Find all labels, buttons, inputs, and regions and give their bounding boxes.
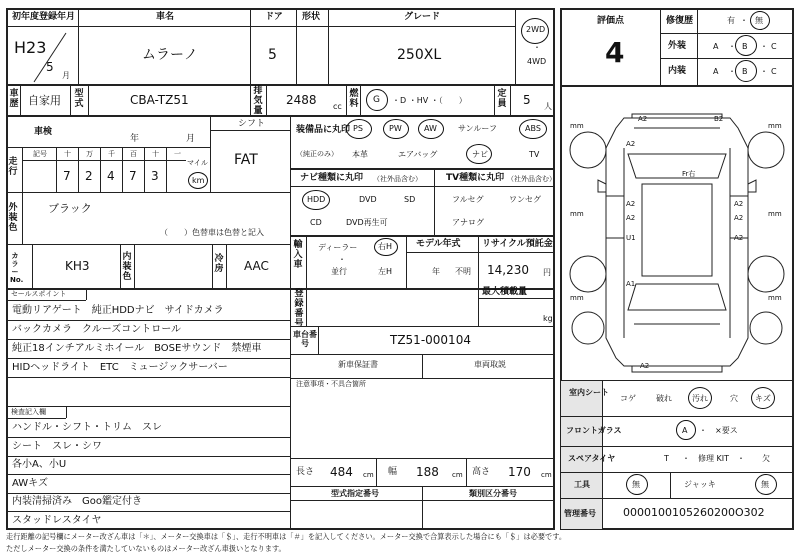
col-divider	[22, 148, 23, 192]
model-year-unknown: 不明	[455, 267, 471, 276]
col-divider	[78, 8, 79, 85]
shift-label: シフト	[238, 119, 266, 129]
navi-hdd: HDD	[307, 195, 326, 204]
chassis-value: TZ51-000104	[390, 333, 471, 347]
col-divider	[515, 8, 516, 85]
interior-dot1: ・	[728, 67, 736, 76]
length-unit: cm	[363, 471, 374, 479]
equip-leather: 本革	[352, 150, 368, 159]
mileage-digit: 7	[129, 169, 137, 183]
row-divider	[406, 252, 555, 253]
sales-point-line: バックカメラ クルーズコントロール	[12, 324, 181, 335]
owner-manual: 車両取説	[474, 360, 506, 369]
digit-divider	[56, 148, 57, 192]
row-divider	[560, 416, 794, 417]
navi-cd: CD	[310, 218, 322, 227]
height-value: 170	[508, 465, 531, 479]
interior-dot2: ・	[760, 67, 768, 76]
import-label: 輸入車	[293, 240, 303, 270]
row-divider	[6, 115, 555, 117]
col-divider	[66, 406, 67, 418]
mm-label: mm	[768, 210, 782, 218]
digit-divider	[78, 148, 79, 192]
import-parallel: 並行	[331, 267, 347, 276]
digit-divider	[122, 148, 123, 192]
equip-pw: PW	[389, 124, 402, 133]
col-divider	[306, 288, 307, 326]
navi-sd: SD	[404, 195, 416, 204]
score-label: 評価点	[597, 16, 625, 26]
color-note: （ ）色替車は色替と記入	[160, 228, 264, 237]
col-divider	[478, 288, 479, 326]
tv-oneseg: ワンセグ	[509, 195, 541, 204]
equipment-label: 装備品に丸印	[296, 125, 351, 135]
digit-header: 千	[108, 150, 115, 158]
import-right: 右H	[378, 242, 393, 251]
col-divider	[376, 458, 377, 486]
model-year-label: モデル年式	[416, 239, 461, 249]
col-divider	[22, 193, 23, 244]
mgmt-number-label: 管理番号	[564, 509, 596, 518]
equipment-sublabel: （純正のみ）	[296, 150, 338, 158]
mileage-digit: 3	[151, 169, 159, 183]
mileage-digit: 7	[63, 169, 71, 183]
row-divider	[560, 472, 794, 473]
model-label: 型式	[74, 89, 84, 109]
digit-divider	[166, 148, 167, 192]
tv-type-sublabel: （社外品含む）	[507, 175, 556, 183]
car-name-label: 車名	[156, 12, 175, 22]
import-dealer: ディーラー	[318, 243, 358, 252]
usage-label: 車歴	[9, 89, 19, 109]
col-divider	[88, 85, 89, 115]
height-label: 高さ	[472, 467, 491, 477]
row-divider	[560, 446, 794, 447]
inspector-line-rule	[6, 474, 290, 475]
interior-label: 内装	[668, 66, 687, 76]
drive-dot: ・	[533, 43, 541, 52]
row-divider	[290, 326, 555, 327]
sales-line-rule	[6, 358, 290, 359]
row-divider	[6, 147, 210, 148]
windshield-a: A	[682, 426, 688, 435]
mileage-digit: 2	[85, 169, 93, 183]
length-label: 長さ	[296, 467, 315, 477]
sales-point-line: 電動リアゲート 純正HDDナビ サイドカメラ	[12, 305, 224, 316]
interior-b: B	[742, 67, 748, 76]
inspector-note-line: 内装清掃済み Goo鑑定付き	[12, 496, 142, 507]
repair-label: 修復歴	[666, 16, 694, 26]
color-code-label: カラーNo.	[10, 252, 24, 284]
inspector-line-rule	[6, 493, 290, 494]
mm-label: mm	[570, 122, 584, 130]
col-divider	[346, 85, 347, 115]
mgmt-number-value: 0000100105260200O302	[623, 506, 765, 519]
inspection-year-unit: 年	[130, 134, 140, 144]
damage-a2: A2	[626, 140, 636, 148]
seat-yogore: 汚れ	[692, 394, 708, 403]
tv-type-label: TV種類に丸印	[446, 173, 505, 183]
km-unit: km	[192, 176, 205, 185]
row-divider	[290, 168, 555, 170]
inspector-note-line: スタッドレスタイヤ	[12, 514, 102, 526]
tv-fullseg: フルセグ	[452, 195, 484, 204]
new-car-warranty: 新車保証書	[338, 360, 378, 369]
shape-label: 形状	[302, 12, 321, 22]
reg-date-label: 初年度登録年月	[12, 12, 76, 22]
displacement-label: 排気量	[253, 86, 263, 116]
col-divider	[70, 85, 71, 115]
col-divider	[318, 326, 319, 354]
reg-month: 5	[46, 60, 54, 74]
exterior-b: B	[742, 42, 748, 51]
row-divider	[6, 244, 290, 245]
max-load-label: 最大積載量	[482, 287, 528, 297]
ac-value: AAC	[244, 259, 269, 273]
inspector-note-line: AWキズ	[12, 477, 48, 489]
sales-line-rule	[6, 320, 290, 321]
inspection-month-unit: 月	[186, 134, 196, 144]
sales-point-line: 純正18インチアルミホイール BOSEサウンド 禁煙車	[12, 343, 262, 354]
import-dot: ・	[338, 255, 346, 264]
recycle-label: リサイクル預託金	[482, 239, 553, 249]
damage-a2: A2	[626, 214, 636, 222]
notes-label: 注意事項・不具合箇所	[296, 380, 366, 388]
digit-header: 百	[130, 150, 137, 158]
tv-analog: アナログ	[452, 218, 484, 227]
color-code-value: KH3	[65, 259, 90, 273]
seat-kizu: キズ	[755, 394, 771, 403]
interior-c: C	[771, 67, 777, 76]
damage-a2: A2	[734, 200, 744, 208]
width-unit: cm	[452, 471, 463, 479]
col-divider	[434, 169, 435, 235]
cc-unit: cc	[333, 102, 342, 111]
exterior-a: A	[713, 42, 719, 51]
recycle-yen: 円	[543, 268, 551, 277]
displacement-value: 2488	[286, 93, 317, 107]
digit-header: 十	[152, 150, 159, 158]
col-divider	[296, 8, 297, 85]
score-value: 4	[605, 36, 625, 69]
sales-line-rule	[6, 377, 290, 378]
model-value: CBA-TZ51	[130, 93, 189, 107]
col-divider	[134, 245, 135, 288]
damage-a2: A2	[626, 200, 636, 208]
row-divider	[6, 418, 66, 419]
exterior-label: 外装	[668, 41, 687, 51]
row-divider	[210, 130, 290, 131]
damage-b2: B2	[714, 115, 724, 123]
digit-divider	[144, 148, 145, 192]
col-divider	[466, 458, 467, 486]
inspector-note-line: 各小A、小U	[12, 459, 67, 470]
category-number-label: 類別区分番号	[469, 489, 517, 498]
navi-dvd-play: DVD再生可	[346, 218, 388, 227]
jack-value: 無	[761, 480, 769, 489]
col-divider	[494, 85, 495, 115]
header-divider	[6, 26, 515, 27]
shift-value: FAT	[234, 152, 258, 168]
import-left: 左H	[378, 267, 393, 276]
row-divider	[478, 298, 555, 299]
navi-dvd: DVD	[359, 195, 377, 204]
length-value: 484	[330, 465, 353, 479]
navi-type-label: ナビ種類に丸印	[300, 173, 364, 183]
equip-sunroof: サンルーフ	[458, 124, 497, 133]
navi-type-sublabel: （社外品含む）	[373, 175, 422, 183]
mm-label: mm	[768, 294, 782, 302]
col-divider	[670, 472, 671, 498]
row-divider	[290, 458, 555, 459]
door-count: 5	[268, 47, 277, 63]
damage-a2: A2	[734, 234, 744, 242]
front-right-label: Fr右	[682, 170, 696, 178]
col-divider	[210, 116, 211, 192]
col-divider	[306, 236, 307, 288]
row-divider	[560, 85, 794, 87]
damage-a2: A2	[734, 214, 744, 222]
col-divider	[510, 85, 511, 115]
interior-color-label: 内装色	[122, 252, 132, 282]
col-divider	[120, 245, 121, 288]
row-divider	[660, 58, 794, 59]
row-divider	[290, 186, 555, 187]
inspector-line-rule	[6, 437, 290, 438]
col-divider	[406, 236, 407, 288]
col-divider	[697, 9, 698, 85]
color-value: ブラック	[48, 202, 92, 215]
col-divider	[86, 289, 87, 300]
mm-label: mm	[570, 210, 584, 218]
sales-point-line: HIDヘッドライト ETC ミュージックサーバー	[12, 362, 228, 373]
col-divider	[290, 288, 291, 530]
capacity-value: 5	[523, 93, 531, 107]
damage-a2: A2	[638, 115, 648, 123]
col-divider	[290, 116, 291, 288]
jack-label: ジャッキ	[684, 480, 716, 489]
inspector-line-rule	[6, 511, 290, 512]
sales-line-rule	[6, 339, 290, 340]
col-divider	[226, 245, 227, 288]
row-divider	[6, 406, 290, 407]
windshield-label: フロントガラス	[566, 426, 622, 435]
col-divider	[660, 9, 661, 85]
mm-label: mm	[570, 294, 584, 302]
equip-tv: TV	[529, 150, 540, 159]
col-divider	[20, 85, 21, 115]
inspector-notes-label: 検査記入欄	[11, 408, 46, 416]
damage-a2: A2	[640, 362, 650, 370]
capacity-label: 定員	[497, 89, 507, 109]
inspector-note-line: ハンドル・シフト・トリム スレ	[12, 422, 162, 433]
row-divider	[290, 235, 555, 237]
seat-ana: 穴	[730, 394, 738, 403]
row-divider	[290, 378, 555, 379]
row-divider	[6, 192, 290, 193]
footer-line-2: ただしメーター交換の条件を満たしていないものはメーター改ざん車扱いとなります。	[6, 544, 286, 553]
height-unit: cm	[541, 471, 552, 479]
inspector-line-rule	[6, 456, 290, 457]
digit-header: 万	[86, 150, 93, 158]
col-divider	[266, 85, 267, 115]
inspection-label: 車検	[34, 127, 53, 137]
col-divider	[250, 85, 251, 115]
chassis-label: 車台番号	[293, 330, 317, 348]
tools-label: 工具	[574, 480, 590, 489]
door-label: ドア	[265, 12, 283, 22]
digit-header-label: 記号	[33, 150, 47, 158]
designation-number-label: 型式指定番号	[331, 489, 379, 498]
digit-header-divider	[22, 160, 186, 161]
col-divider	[250, 8, 251, 85]
car-damage-diagram	[562, 88, 792, 380]
col-divider	[422, 354, 423, 378]
exterior-dot1: ・	[728, 42, 736, 51]
row-divider	[290, 500, 555, 501]
equip-aw: AW	[424, 124, 437, 133]
interior-a: A	[713, 67, 719, 76]
grade-label: グレード	[404, 12, 441, 22]
equip-navi: ナビ	[472, 150, 488, 159]
col-divider	[478, 236, 479, 288]
repair-no: 無	[755, 16, 763, 25]
row-divider	[6, 300, 86, 301]
col-divider	[328, 8, 329, 85]
spare-none: 欠	[762, 454, 770, 463]
col-divider	[360, 85, 361, 115]
color-label: 外装色	[8, 203, 18, 233]
mileage-digit: 4	[107, 169, 115, 183]
equip-airbag: エアバッグ	[398, 150, 438, 159]
model-year-unit: 年	[432, 267, 440, 276]
car-name: ムラーノ	[142, 47, 198, 63]
recycle-value: 14,230	[487, 263, 529, 277]
sales-points-label: セールスポイント	[11, 290, 67, 298]
col-divider	[212, 245, 213, 288]
mileage-label: 走行	[8, 157, 18, 177]
row-divider	[660, 33, 794, 34]
mile-label: マイル	[187, 159, 208, 167]
grade: 250XL	[397, 47, 442, 63]
footer-line-1: 走行距離の記号欄にメーター改ざん車は「＊」、メーター交換車は「＄」、走行不明車は「＃」を記入してください。メーター交換で合算表示した場合にも「＄」は必要です。	[6, 532, 567, 541]
digit-divider	[100, 148, 101, 192]
fuel-options: ・D ・HV ・（ ）	[392, 96, 467, 105]
spare-tire-label: スペアタイヤ	[568, 454, 616, 463]
exterior-c: C	[771, 42, 777, 51]
max-load-kg: kg	[543, 314, 553, 323]
spare-kit: ・ 修理 KIT ・	[682, 454, 746, 463]
equip-ps: PS	[353, 124, 363, 133]
damage-a1: A1	[626, 280, 636, 288]
width-value: 188	[416, 465, 439, 479]
month-unit: 月	[62, 71, 70, 80]
equip-abs: ABS	[525, 124, 541, 133]
drive-2wd: 2WD	[526, 25, 546, 34]
reg-era: H23	[14, 38, 47, 57]
row-divider	[560, 498, 794, 499]
tools-value: 無	[632, 480, 640, 489]
usage-value: 自家用	[28, 94, 61, 107]
seat-label: 室内シート	[569, 388, 609, 397]
col-divider	[422, 486, 423, 530]
col-divider	[32, 245, 33, 288]
drive-4wd: 4WD	[527, 57, 547, 66]
exterior-dot2: ・	[760, 42, 768, 51]
mm-label: mm	[768, 122, 782, 130]
reg-number-label: 登録番号	[294, 289, 304, 329]
fuel-gasoline: G	[373, 95, 380, 105]
inspector-note-line: シート スレ・シワ	[12, 440, 102, 452]
person-unit: 人	[544, 102, 552, 111]
seat-yabure: 破れ	[656, 394, 672, 403]
spare-t: T	[664, 454, 669, 463]
digit-header: 一	[174, 150, 181, 158]
digit-header: 十	[64, 150, 71, 158]
width-label: 幅	[388, 467, 398, 477]
damage-u1: U1	[626, 234, 636, 242]
repair-yes: 有	[727, 16, 735, 25]
fuel-label: 燃料	[349, 89, 359, 109]
ac-label: 冷房	[214, 254, 224, 274]
repair-dot: ・	[740, 16, 748, 25]
seat-koge: コゲ	[620, 394, 636, 403]
windshield-options: ・ ×要ス	[699, 426, 738, 435]
